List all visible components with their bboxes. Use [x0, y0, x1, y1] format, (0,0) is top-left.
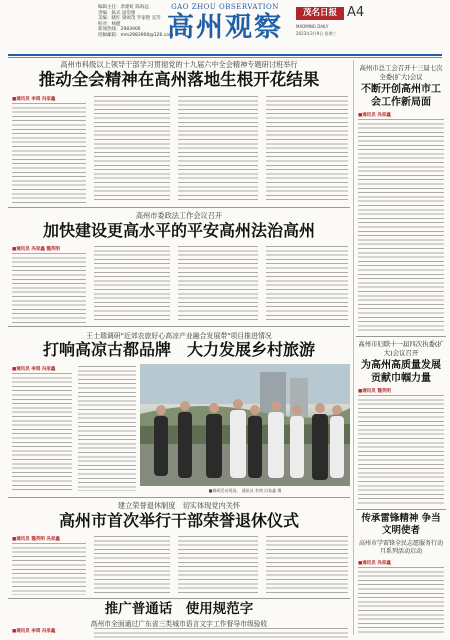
event-photo-illustration [140, 364, 350, 486]
side3-kicker: 高州市学雷锋全民志愿服务行动月系列活动启动 [358, 540, 443, 555]
issue-date: 2023年3月9日 星期三 [296, 31, 337, 36]
section-divider [8, 497, 350, 498]
editor-line: 美编：晓红 梁颂茂 罗家艳 宣芳 [98, 16, 161, 22]
page-number: A4 [347, 5, 365, 20]
side2-headline: 为高州高质量发展贡献巾帼力量 [361, 360, 441, 384]
paper-logo: 茂名日报 [296, 7, 344, 20]
retire-text-col4 [266, 536, 348, 595]
lead-headline: 推动全会精神在高州落地生根开花结果 [38, 70, 320, 89]
retire-kicker: 建立荣誉退休制度 切实体现党内关怀 [117, 501, 241, 510]
editor-line: 责编：陈式 逯崇源 [98, 10, 136, 16]
event-photo [140, 364, 350, 486]
mandarin-headline: 推广普通话 使用规范字 [104, 601, 254, 617]
editor-line: 校对：杨健 [98, 21, 121, 27]
second-text-col1 [12, 253, 86, 323]
editor-line: 投稿邮箱：mm2983900@126.com [98, 32, 174, 38]
lead-text-col1 [12, 103, 86, 203]
lead-byline: ■通讯员 李鸿 冯家鑫 [12, 97, 56, 102]
third-text-col1 [12, 373, 72, 491]
lead-kicker: 高州市科级以上领导干部学习贯彻党的十九届六中全会精神专题研讨班举行 [60, 60, 298, 69]
retire-byline: ■通讯员 魏英明 冯家鑫 [12, 537, 60, 542]
photo-caption: ■调研活动现场。 通讯员 李鸿 冯家鑫 摄 [208, 488, 282, 493]
masthead-rule [8, 54, 442, 56]
second-text-col2 [94, 246, 170, 323]
lead-text-col3 [178, 96, 258, 203]
mandarin-byline: ■通讯员 李鸿 冯家鑫 [12, 629, 56, 634]
side1-byline: ■通讯员 冯家鑫 [358, 113, 391, 118]
retire-text-col1 [12, 543, 86, 595]
section-divider [8, 326, 350, 327]
side1-kicker: 高州市总工会召开十三届七次全委(扩大)会议 [359, 64, 443, 81]
lead-text-col4 [266, 96, 348, 203]
third-headline: 打响高凉古都品牌 大力发展乡村旅游 [42, 340, 315, 359]
retire-text-col3 [178, 536, 258, 595]
editor-line: 新闻热线：2983900 [98, 27, 141, 33]
masthead-rule-thin [8, 57, 442, 58]
side2-byline: ■通讯员 魏英明 [358, 389, 391, 394]
english-section-title: GAO ZHOU OBSERVATION [171, 3, 279, 11]
lead-text-col2 [94, 96, 170, 203]
side3-byline: ■通讯员 冯家鑫 [358, 561, 391, 566]
retire-headline: 高州市首次举行干部荣誉退休仪式 [58, 511, 299, 530]
third-kicker: 王士瑞调研"近郊农旅好心高凉产业融合发展带"项目推进情况 [86, 332, 272, 340]
masthead [0, 0, 450, 54]
side1-text [358, 119, 444, 333]
third-byline: ■通讯员 李鸿 冯家鑫 [12, 367, 56, 372]
retire-text-col2 [94, 536, 170, 595]
third-text-col2 [78, 366, 136, 491]
second-byline: ■通讯员 冯家鑫 魏英明 [12, 247, 60, 252]
mandarin-text [94, 628, 348, 638]
side1-headline: 不断开创高州市工会工作新局面 [361, 84, 441, 108]
side3-text [358, 567, 444, 635]
second-text-col4 [266, 246, 348, 323]
paper-english-name: MAOMING DAILY [296, 24, 329, 29]
second-kicker: 高州市委政法工作会议召开 [135, 211, 223, 220]
second-text-col3 [178, 246, 258, 323]
second-headline: 加快建设更高水平的平安高州法治高州 [42, 221, 315, 240]
section-divider [8, 598, 350, 599]
side2-text [358, 395, 444, 505]
sidebar-divider-h [356, 336, 446, 337]
sidebar-divider-h [356, 509, 446, 510]
section-divider [8, 207, 350, 208]
side3-headline: 传承雷锋精神 争当文明使者 [361, 513, 441, 536]
mandarin-kicker: 高州市全面通过广东省三类城市语言文字工作督导市级验收 [90, 620, 268, 628]
section-title: 高州观察 [167, 12, 283, 43]
sidebar-divider [353, 60, 354, 635]
side2-kicker: 高州市妇联十一届四次执委(扩大)会议召开 [358, 340, 444, 357]
editor-line: 编辑主任：余建虹 陈海远 [98, 5, 149, 10]
